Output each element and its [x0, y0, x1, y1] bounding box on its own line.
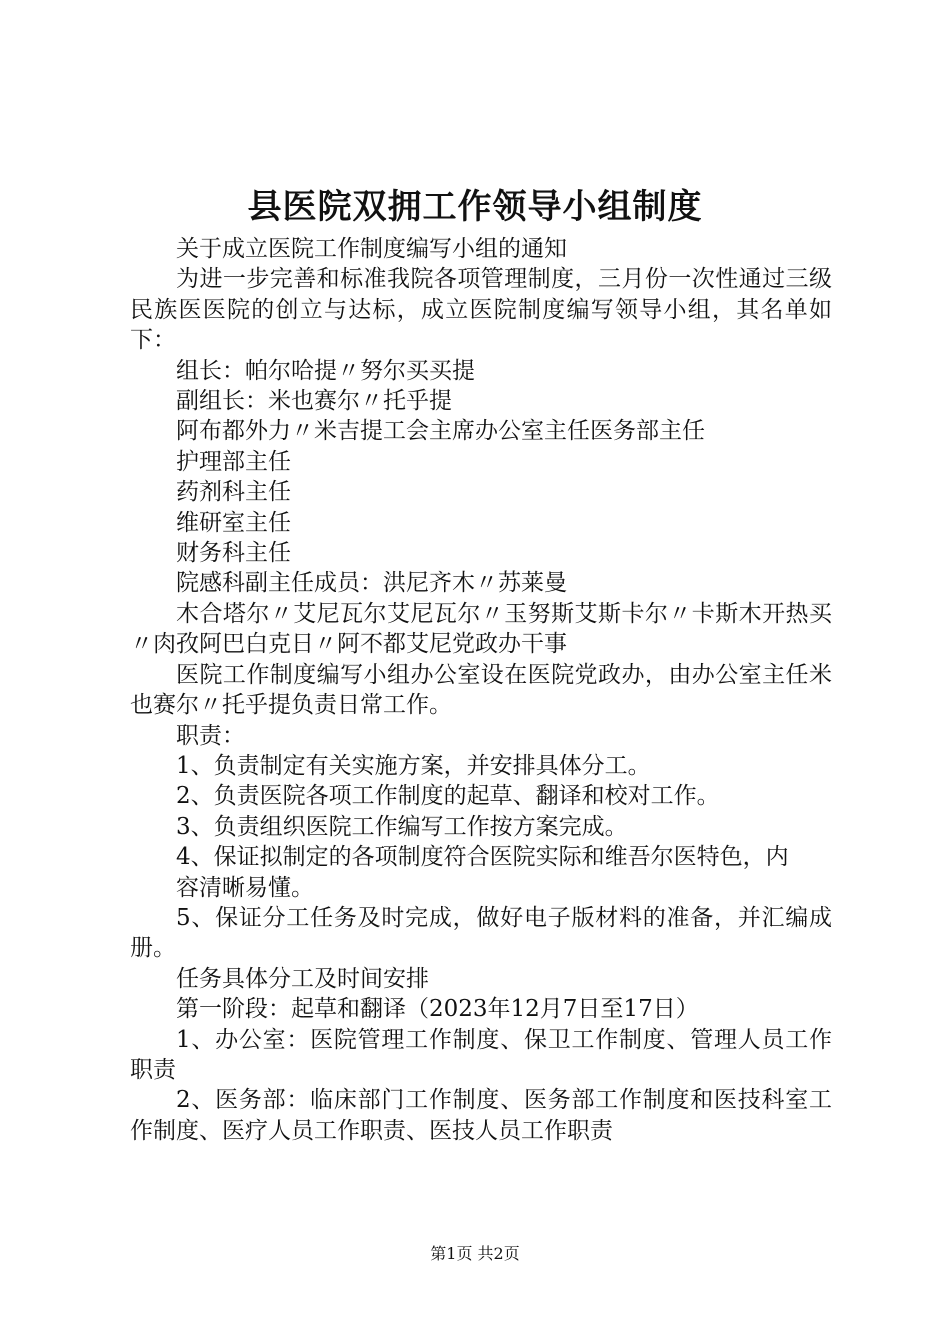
schedule-heading: 任务具体分工及时间安排 [176, 965, 429, 992]
duty-item-4-continued: 容清晰易懂。 [176, 874, 314, 901]
duty-item-5: 5、保证分工任务及时完成，做好电子版材料的准备，并汇编成册。 [130, 904, 832, 962]
research-director-line: 维研室主任 [176, 509, 291, 536]
page-title: 县医院双拥工作领导小组制度 [247, 187, 703, 227]
finance-director-line: 财务科主任 [176, 540, 291, 567]
leader-line: 组长：帕尔哈提〃努尔买买提 [176, 357, 475, 384]
office-paragraph: 医院工作制度编写小组办公室设在医院党政办，由办公室主任米也赛尔〃托乎提负责日常工作。 [130, 661, 832, 719]
duty-item-3: 3、负责组织医院工作编写工作按方案完成。 [176, 813, 628, 840]
document-body [130, 234, 832, 1146]
duty-item-2: 2、负责医院各项工作制度的起草、翻译和校对工作。 [176, 783, 720, 810]
nursing-director-line: 护理部主任 [176, 448, 291, 475]
phase-one-heading: 第一阶段：起草和翻译（2023年12月7日至17日） [176, 996, 699, 1023]
task-item-office: 1、办公室：医院管理工作制度、保卫工作制度、管理人员工作职责 [130, 1026, 832, 1083]
notice-heading: 关于成立医院工作制度编写小组的通知 [176, 236, 567, 262]
page-footer: 第1页 共2页 [430, 1244, 520, 1263]
members-line: 院感科副主任成员：洪尼齐木〃苏莱曼 [176, 570, 567, 597]
duty-item-4: 4、保证拟制定的各项制度符合医院实际和维吾尔医特色，内 [176, 844, 789, 871]
duty-item-1: 1、负责制定有关实施方案，并安排具体分工。 [176, 752, 651, 779]
member-line: 阿布都外力〃米吉提工会主席办公室主任医务部主任 [176, 418, 705, 445]
pharmacy-director-line: 药剂科主任 [176, 479, 291, 506]
members-list-paragraph: 木合塔尔〃艾尼瓦尔艾尼瓦尔〃玉努斯艾斯卡尔〃卡斯木开热买〃肉孜阿巴白克日〃阿不都艾尼党政办干事 [130, 600, 832, 658]
task-item-medical: 2、医务部：临床部门工作制度、医务部工作制度和医技科室工作制度、医疗人员工作职责、医技人员工作职责 [130, 1087, 832, 1144]
deputy-leader-line: 副组长：米也赛尔〃托乎提 [176, 388, 452, 415]
intro-paragraph: 为进一步完善和标准我院各项管理制度，三月份一次性通过三级民族医医院的创立与达标，成立医院制度编写领导小组，其名单如下： [130, 266, 832, 354]
duties-heading: 职责： [176, 722, 245, 749]
